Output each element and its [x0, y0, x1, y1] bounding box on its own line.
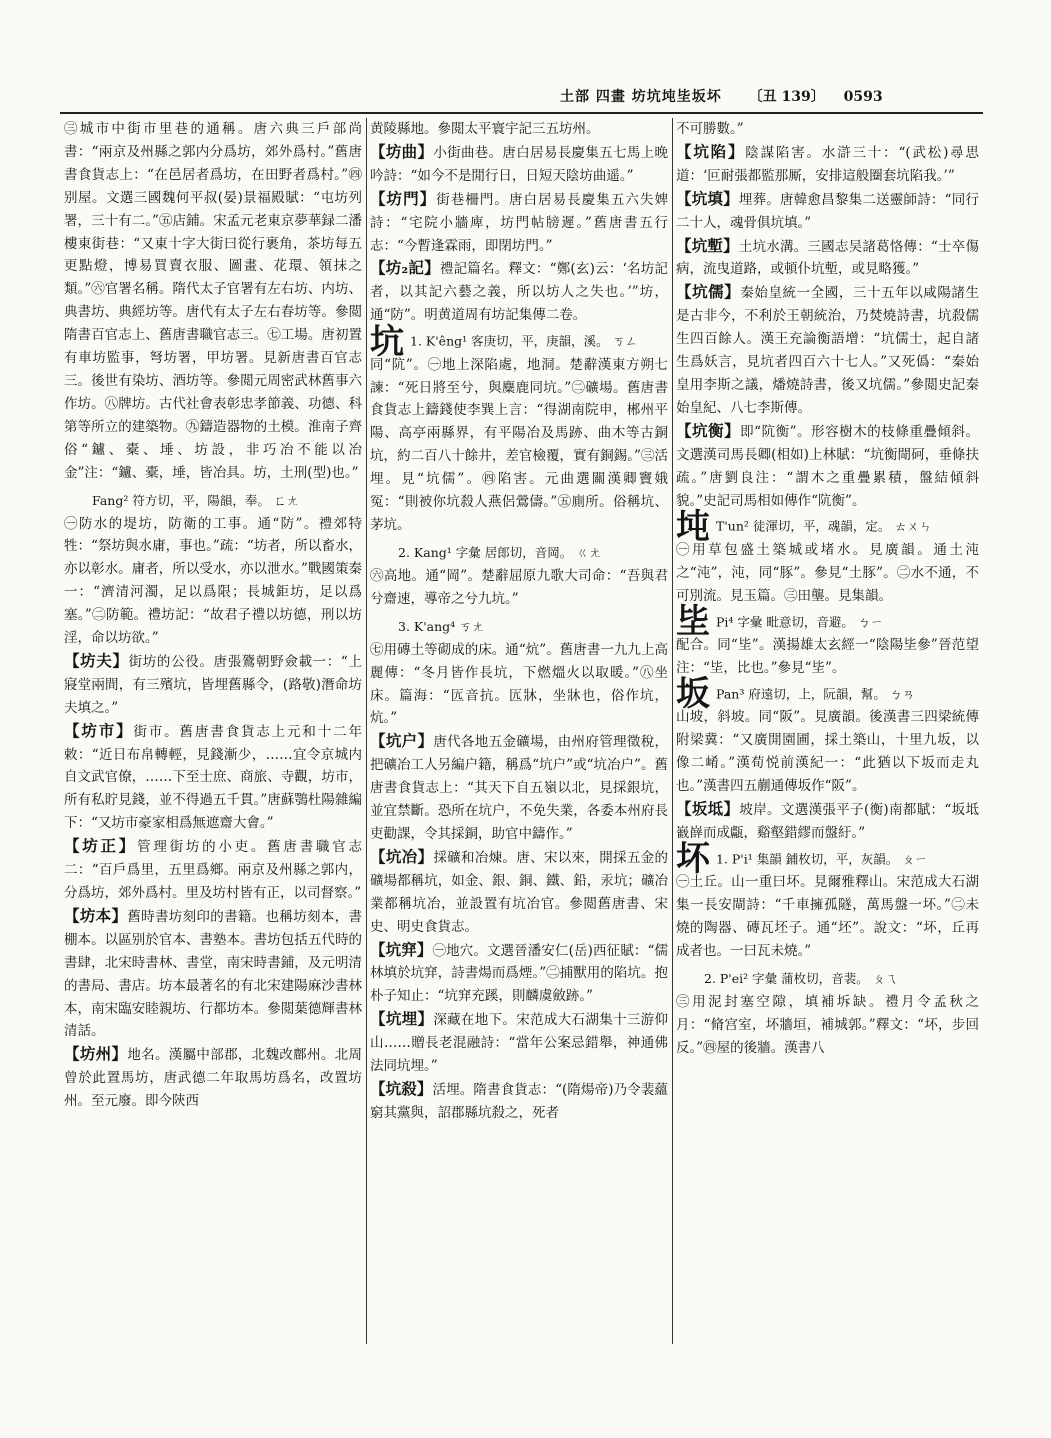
entry [64, 1043, 362, 1113]
entry-text: 深藏在地下。宋范成大石湖集十三游仰山……贈長老混融詩：“當年公案忌錯舉，神通佛法同坑埋。” [370, 1012, 668, 1075]
definition-text: 黄陵縣地。參閲太平寰宇記三五坊州。 [370, 121, 600, 137]
column-divider [366, 118, 367, 1344]
entry-text: ㊀地穴。文選晉潘安仁(岳)西征賦：“儒林填於坑穽，詩書煬而爲煙。”㊁捕獸用的陷坑。抱朴子知止：“坑穽充蹊，則麟虞斂跡。” [370, 942, 668, 1005]
headword: 【坑户】 [370, 731, 434, 751]
headword: 【坑填】 [676, 188, 739, 208]
definition-text: ㊂用泥封塞空隙，填補坼缺。禮月令孟秋之月：“脩宫室，坏牆垣，補城郭。”釋文：“坏，步回反。”㊃屋的後牆。漢書八 [676, 994, 979, 1056]
entry [64, 835, 362, 905]
entry-text: 秦始皇統一全國，三十五年以咸陽諸生是古非今，不利於王朝統治，乃焚燒詩書，坑殺儒生四百餘人。漢王充論衡語增：“坑儒士，起自諸生爲妖言，見坑者四百六十七人。”又死僞：“秦始皇用李斯之議，燔燒詩書，後又坑儒。”參閲史記秦始皇紀、八七李斯傳。 [676, 285, 979, 416]
headword: 【坊州】 [64, 1044, 128, 1064]
headword: 【坑冶】 [370, 846, 434, 866]
entry [370, 939, 668, 1009]
entry-text: 管理街坊的小吏。舊唐書職官志二：“百戶爲里，五里爲鄉。兩京及州縣之郭内，分爲坊，郊外爲村。里及坊村皆有正，以司督察。” [64, 839, 362, 901]
entry [676, 420, 979, 513]
headword: 【坑衡】 [676, 420, 741, 440]
entry [64, 650, 362, 720]
definition-text: 不可勝數。” [676, 121, 744, 137]
headword: 【坊門】 [370, 188, 437, 208]
entry [370, 1078, 668, 1125]
definition-text: 同“阬”。㊀地上深陷處，地洞。楚辭漢東方朔七諫：“死日將至兮，與麋鹿同坑。”㊁礦場。舊唐書食貨志上鑄錢使李巽上言：“得湖南院申，郴州平陽、高亭兩縣界，有平陽冶及馬跡、曲木等古銅坑，約二百八十餘井，差官檢覆，實有銅錫。”㊂活埋。見“坑儒”。㊃陷害。元曲選關漢卿竇娥冤：“則被你坑殺人燕侶鶯儔。”㊄廁所。俗稱坑、茅坑。 [370, 356, 668, 533]
entry-text: 唐代各地五金礦場，由州府管理徵稅，把礦冶工人另編户籍，稱爲“坑户”或“坑冶户”。舊唐書食貨志上：“其天下自五嶺以北，見採銀坑，並宜禁斷。恐所在坑户，不免失業，各委本州府長吏勸課，令其採銅，助官中鑄作。” [370, 734, 668, 842]
definition-text: ㊂城市中街市里巷的通稱。唐六典三戶部尚書：“兩京及州縣之郭内分爲坊，郊外爲村。”舊唐書食貨志上：“在邑居者爲坊，在田野者爲村。”㊃别屋。文選三國魏何平叔(晏)景福殿賦：“屯坊列署，三十有二。”㊄店鋪。宋孟元老東京夢華録二潘樓東街巷：“又東十字大街曰從行裹角，茶坊每五更點燈，博易買賣衣服、圖畫、花環、領抹之類。”㊅官署名稱。隋代太子官署有左右坊、内坊、典書坊、典經坊等。唐代有太子左右春坊等。參閲隋書百官志上、舊唐書職官志三。㊆工場。唐初置有車坊監事，弩坊署，甲坊署。見新唐書百官志三。後世有染坊、酒坊等。參閲元周密武林舊事六作坊。㊇牌坊。古代社會表彰忠孝節義、功德、科第等所立的建築物。㊈鑄造器物的土模。淮南子齊俗“鑪、橐、埵、坊設，非巧冶不能以冶金”注：“鑪、橐，埵，皆冶具。坊，土刑(型)也。” [64, 121, 362, 481]
column-divider [672, 118, 673, 1344]
entry-text: 陰謀陷害。水滸三十：“(武松)尋思道：‘叵耐張都監那厮，安排這般圈套坑陷我。’” [676, 144, 979, 184]
headword: 【坑塹】 [676, 235, 739, 255]
entry [676, 798, 979, 845]
entry [370, 730, 668, 846]
head-character: 坒 [676, 602, 710, 643]
headword: 【坑埋】 [370, 1009, 434, 1029]
headword: 【坊夫】 [64, 650, 129, 670]
page-number: 0593 [843, 89, 883, 105]
column-1 [64, 118, 362, 1348]
pronunciation: T'un² 徒渾切，平，魂韻，定。 ㄊㄨㄣ [716, 518, 932, 534]
entry-text: 即“阬衡”。形容樹木的枝條重疊傾斜。文選漢司馬長卿(相如)上林賦：“坑衡閜砢，垂條扶疏。”唐劉良注：“謂木之重疊累積，盤結傾斜貌。”史記司馬相如傳作“阬衡”。 [676, 423, 979, 509]
character-heading [676, 602, 979, 643]
header-index: 〔丑 139〕 [748, 89, 825, 105]
headword: 【坑儒】 [676, 282, 741, 302]
entry [370, 1008, 668, 1078]
pronunciation: 3. K'ang⁴ ㄎㄤ [398, 618, 485, 634]
head-character: 坑 [370, 321, 404, 362]
running-header [560, 86, 980, 106]
entry-text: 坡岸。文選漢張平子(衡)南都賦：“坂坻巀嶭而成甗，谿壑錯繆而盤紆。” [676, 802, 979, 841]
headword: 【坊本】 [64, 905, 128, 925]
definition-text: ㊅高地。通“岡”。楚辭屈原九歌大司命：“吾與君兮齋速，導帝之兮九坑。” [370, 567, 668, 607]
entry-text: 街市。舊唐書食貨志上元和十二年敕：“近日布帛轉輕，見錢漸少，……宜令京城内自文武官僚，……下至士庶、商旅、寺觀，坊市，所有私貯見錢，並不得過五千貫。”唐蘇鶚杜陽雜編下：“又坊市豪家相爲無遮齋大會。” [64, 723, 362, 832]
entry [64, 720, 362, 836]
entry [370, 257, 668, 327]
headword: 【坊₂記】 [370, 258, 440, 278]
entry [370, 188, 668, 258]
head-character: 坂 [676, 674, 710, 715]
entry [676, 235, 979, 282]
pronunciation: Pan³ 府遠切，上，阮韻，幫。 ㄅㄢ [716, 686, 915, 702]
headword: 【坊市】 [64, 720, 134, 740]
headword: 【坑陷】 [676, 141, 746, 161]
entry-text: 地名。漢屬中部郡，北魏改鄜州。北周曾於此置馬坊，唐武德二年取馬坊爲名，改置坊州。至元廢。即今陝西 [64, 1047, 362, 1110]
pronunciation: 2. P'ei² 字彙 蒲枚切，音裴。 ㄆㄟ [704, 971, 898, 986]
definition-text: 配合。同“坒”。漢揚雄太玄經一“陰陽坒參”晉范望注：“坒，比也。”參見“坒”。 [676, 637, 979, 677]
pronunciation: Pi⁴ 字彙 毗意切，音避。 ㄅㄧ [716, 614, 883, 630]
entry-text: 埋葬。唐韓愈昌黎集二送靈師詩：“同行二十人，魂骨俱坑填。” [676, 191, 979, 231]
entry-text: 街坊的公役。唐張鷟朝野僉載一：“上寢堂兩間，有三殯坑，皆埋舊縣令，(路敬)潛命坊夫填之。” [64, 653, 362, 716]
entry-text: 活埋。隋書食貨志：“(隋煬帝)乃令裴蘊窮其黨與，詔郡縣坑殺之，死者 [370, 1081, 668, 1121]
entry [676, 141, 979, 188]
definition-text: ㊆用磚土等砌成的床。通“炕”。舊唐書一九九上高麗傳：“冬月皆作長坑，下燃熅火以取暖。”㊇坐床。篇海：“匟音抗。匟牀，坐牀也，俗作坑，炕。” [370, 641, 668, 727]
entry-text: 舊時書坊刻印的書籍。也稱坊刻本，書棚本。以區别於官本、書塾本。書坊包括五代時的書肆，北宋時書林、書堂，南宋時書鋪，及元明清的書局、書店。坊本最著名的有北宋建陽麻沙書林本，南宋臨安睦親坊、行都坊本。參閲葉德輝書林清話。 [64, 908, 362, 1040]
head-character: 坏 [676, 839, 710, 880]
character-heading [676, 839, 979, 880]
entry-text: 街巷柵門。唐白居易長慶集五六失婢詩：“宅院小牆庳，坊門帖牓遲。”舊唐書五行志：“今暫逢霖雨，即閉坊門。” [370, 191, 668, 254]
entry [370, 846, 668, 939]
pronunciation: Fang² 符方切，平，陽韻，奉。 ㄈㄤ [92, 492, 299, 508]
definition-text: ㊀用草包盛土築城或堵水。見廣韻。通土沌之“沌”，沌，同“豚”。參見“土豚”。㊁水不通，不可別流。見玉篇。㊂田壟。見集韻。 [676, 541, 979, 604]
headword: 【坂坻】 [676, 799, 740, 819]
headword: 【坊曲】 [370, 141, 434, 161]
headword: 【坊正】 [64, 836, 138, 856]
entry-text: 採礦和冶煉。唐、宋以來，開採五金的礦場都稱坑，如金、銀、銅、鐵、鉛，汞坑；礦冶業都稱坑冶，並設置有坑冶官。參閲舊唐書、宋史、明史食貨志。 [370, 849, 668, 935]
entry [676, 281, 979, 419]
header-title: 土部 四畫 坊坑坉坒坂坏 [560, 89, 722, 105]
headword: 【坑殺】 [370, 1078, 433, 1098]
character-heading [370, 321, 668, 362]
entry [676, 188, 979, 235]
entry-text: 小街曲巷。唐白居易長慶集五七馬上晚吟詩：“如今不是閒行日，日短天陰坊曲遥。” [370, 144, 668, 184]
pronunciation: 2. Kang¹ 字彙 居郎切，音岡。 ㄍㄤ [398, 544, 602, 560]
header-rule [60, 112, 983, 114]
character-heading [676, 674, 979, 715]
definition-text: 山坡，斜坡。同“阪”。見廣韻。後漢書三四梁統傳附梁冀：“又廣開園圃，採土築山，十里九坂，以像二崤。”漢荀悦前漢紀一：“此猶以下坂而走丸也。”漢書四五蒯通傳坂作“阪”。 [676, 709, 979, 795]
entry-text: 禮記篇名。釋文：“鄭(玄)云：‘名坊記者，以其記六藝之義，所以坊人之失也。’”坊，通“防”。明黄道周有坊記集傳二卷。 [370, 261, 668, 324]
head-character: 坉 [676, 506, 710, 547]
definition-text: ㊀土丘。山一重曰坏。見爾雅釋山。宋范成大石湖集一長安閘詩：“千車擁孤隧，萬馬盤一坏。”㊁未燒的陶器、磚瓦坯子。通“坯”。說文：“坏，丘再成者也。一曰瓦未燒。” [676, 874, 979, 960]
definition-text: ㊀防水的堤坊，防衛的工事。通“防”。禮郊特牲：“祭坊與水庸，事也。”疏：“坊者，所以畜水，亦以彰水。庸者，所以受水，亦以泄水。”戰國策秦一：“濟清河濁，足以爲限；長城鉅坊，足以爲塞。”㊁防範。禮坊記：“故君子禮以坊德，刑以坊淫，命以坊欲。” [64, 515, 362, 647]
character-heading [676, 506, 979, 547]
pronunciation: 1. P'i¹ 集韻 鋪枚切，平，灰韻。 ㄆㄧ [716, 851, 928, 867]
column-3 [676, 118, 979, 1348]
column-2 [370, 118, 668, 1348]
headword: 【坑穽】 [370, 939, 433, 959]
entry [64, 905, 362, 1043]
entry-text: 土坑水溝。三國志吴諸葛恪傳：“士卒傷病，流曳道路，或頓仆坑塹，或見略獲。” [676, 238, 979, 278]
pronunciation: 1. K'êng¹ 客庚切，平，庚韻，溪。 ㄎㄥ [410, 333, 638, 349]
entry [370, 141, 668, 188]
